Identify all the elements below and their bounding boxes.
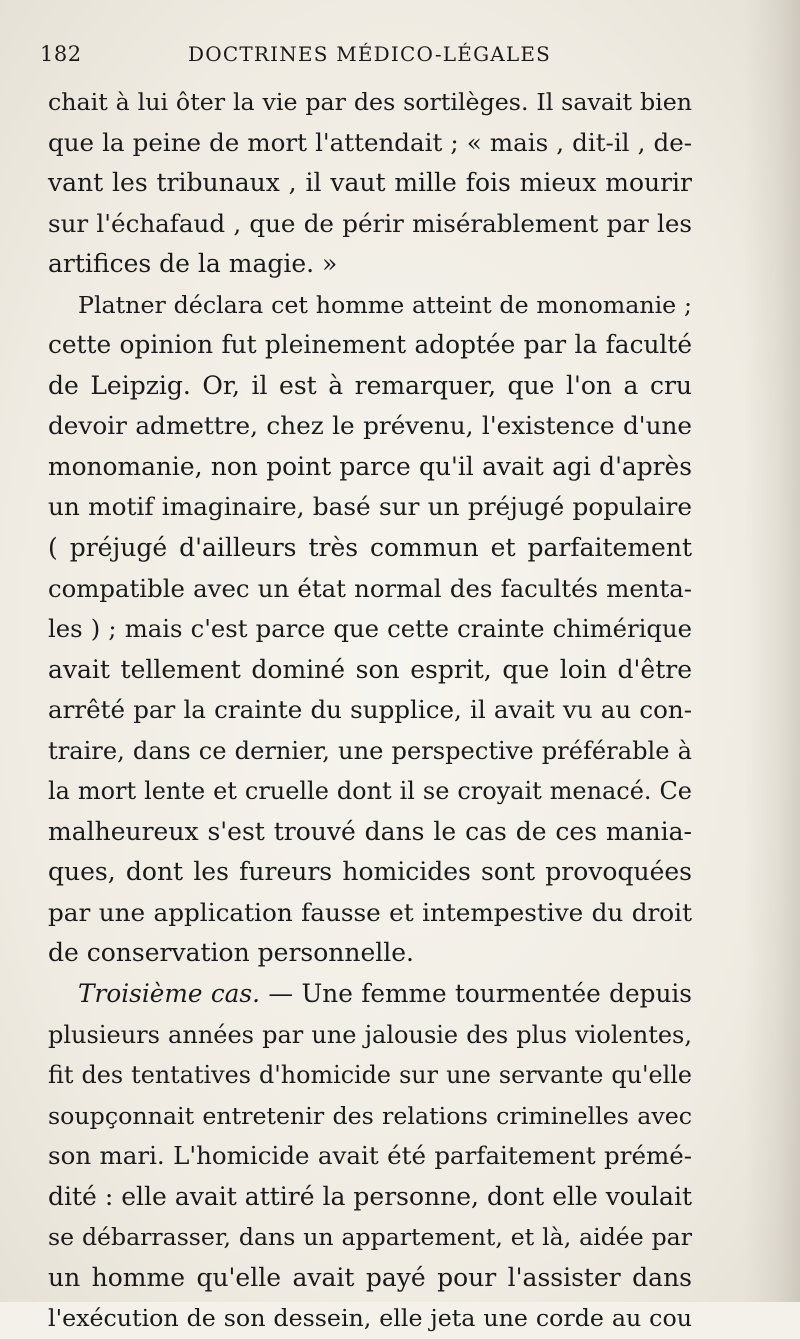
- text-line: compatible avec un état normal des facultés menta-: [48, 573, 692, 603]
- text-line: malheureux s'est trouvé dans le cas de ces mania-: [48, 816, 692, 846]
- text-line: devoir admettre, chez le prévenu, l'existence d'une: [48, 411, 692, 441]
- text-line: les ) ; mais c'est parce que cette crainte chimérique: [48, 614, 692, 644]
- text-line: cette opinion fut pleinement adoptée par la faculté: [48, 330, 692, 360]
- text-line: par une application fausse et intempestive du droit: [48, 897, 692, 927]
- text-line: l'exécution de son dessein, elle jeta une corde au cou: [48, 1304, 692, 1333]
- text-line: que la peine de mort l'attendait ; « mais , dit-il , de-: [48, 127, 692, 157]
- text-line: arrêté par la crainte du supplice, il avait vu au con-: [48, 695, 692, 725]
- text-line: avait tellement dominé son esprit, que loin d'être: [48, 654, 692, 684]
- text-line: son mari. L'homicide avait été parfaitement prémé-: [48, 1141, 692, 1171]
- paragraph-start: Platner déclara cet homme atteint de monomanie ;: [78, 290, 692, 319]
- text-line: ques, dont les fureurs homicides sont provoquées: [48, 857, 692, 887]
- page-header: [40, 38, 700, 74]
- case-heading-continuation: — Une femme tourmentée depuis: [259, 979, 692, 1009]
- text-line: de Leipzig. Or, il est à remarquer, que l'on a cru: [48, 370, 692, 400]
- running-title: DOCTRINES MÉDICO-LÉGALES: [188, 42, 552, 66]
- text-line: plusieurs années par une jalousie des plus violentes,: [48, 1020, 692, 1049]
- text-line: sur l'échafaud , que de périr misérablement par les: [48, 208, 692, 238]
- text-line: un motif imaginaire, basé sur un préjugé populaire: [48, 492, 692, 522]
- text-line: monomanie, non point parce qu'il avait agi d'après: [48, 451, 692, 481]
- text-line: la mort lente et cruelle dont il se croyait menacé. Ce: [48, 777, 692, 806]
- text-line: se débarrasser, dans un appartement, et là, aidée par: [48, 1223, 692, 1252]
- text-line: traire, dans ce dernier, une perspective préférable à: [48, 736, 692, 765]
- paragraph-start: [48, 974, 692, 1015]
- text-line: fit des tentatives d'homicide sur une servante qu'elle: [48, 1061, 692, 1090]
- text-line: un homme qu'elle avait payé pour l'assister dans: [48, 1262, 692, 1292]
- text-line: vant les tribunaux , il vaut mille fois mieux mourir: [48, 168, 692, 198]
- text-line: artifices de la magie. »: [48, 249, 338, 279]
- case-heading: Troisième cas.: [78, 979, 260, 1009]
- page-gutter-shadow: [744, 0, 800, 1302]
- body-text: [48, 82, 692, 1339]
- text-line: chait à lui ôter la vie par des sortilèges. Il savait bien: [48, 88, 692, 116]
- text-line: ( préjugé d'ailleurs très commun et parfaitement: [48, 533, 692, 563]
- page-number: 182: [40, 42, 82, 66]
- text-line: de conservation personnelle.: [48, 938, 415, 968]
- text-line: soupçonnait entretenir des relations criminelles avec: [48, 1101, 692, 1130]
- text-line: dité : elle avait attiré la personne, dont elle voulait: [48, 1181, 692, 1211]
